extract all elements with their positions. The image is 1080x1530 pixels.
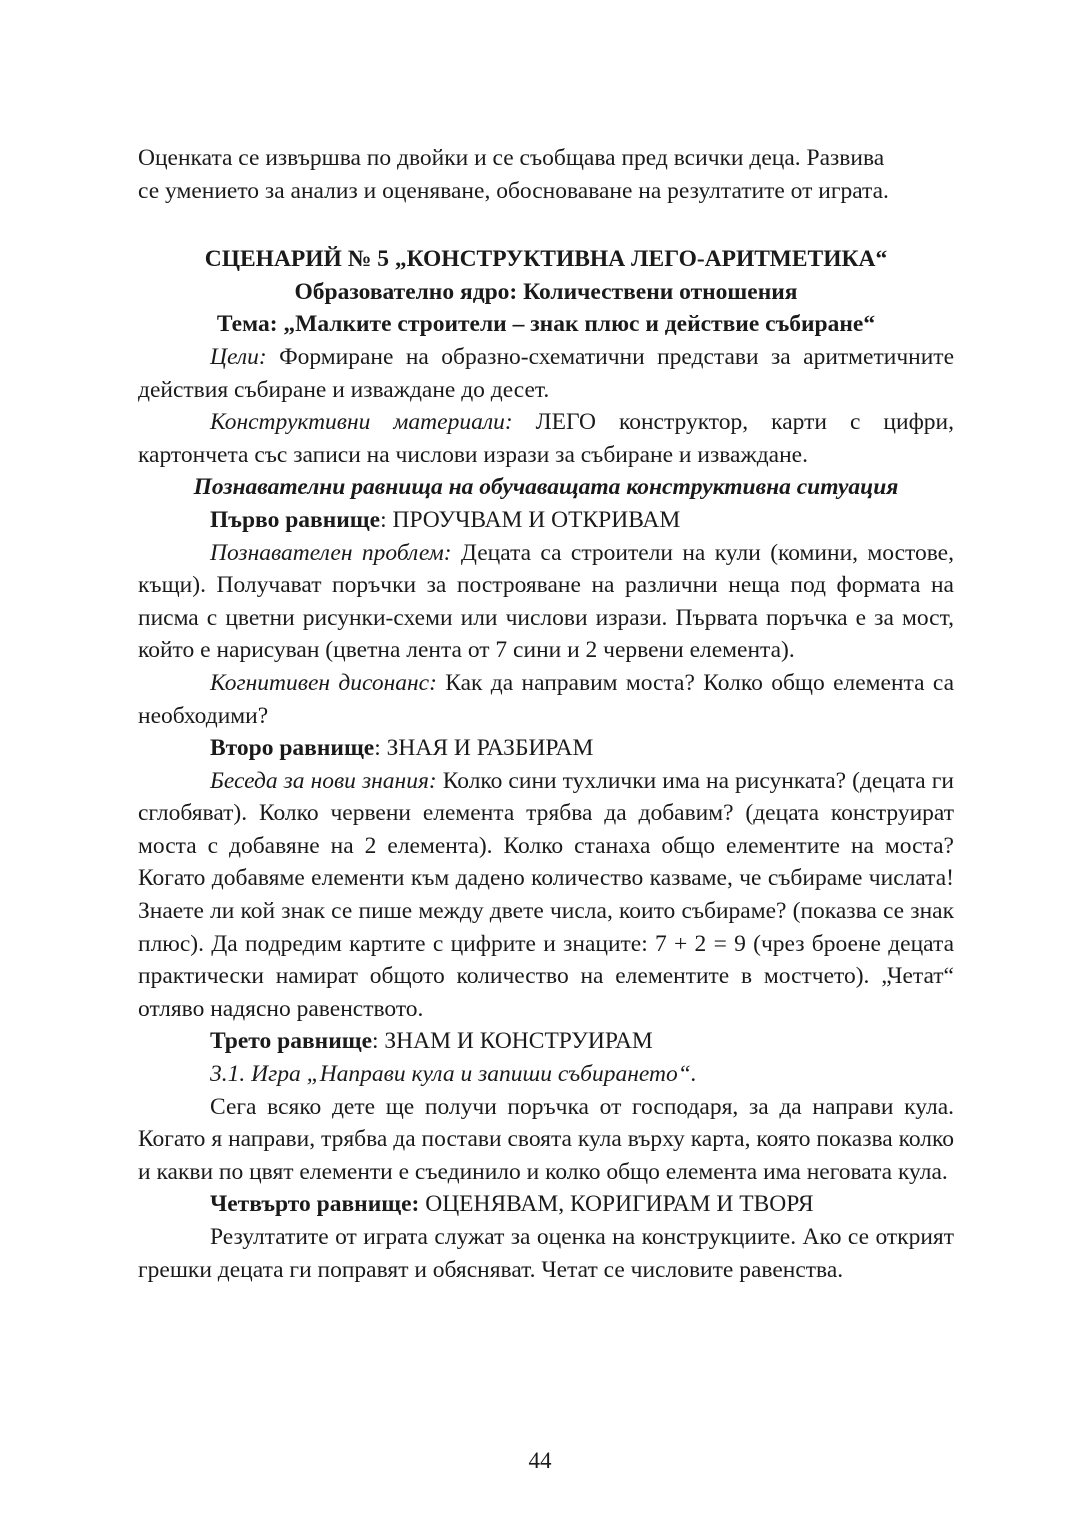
level-2-text: : ЗНАЯ И РАЗБИРАМ bbox=[374, 735, 594, 762]
goals-text: Формиране на образно-схематични представи за аритметичните действия събиране и изваждане до десет. bbox=[138, 343, 954, 403]
intro-line-1: Оценката се извършва по двойки и се съобщава пред всички деца. Развива bbox=[138, 145, 885, 171]
levels-section-title: Познавателни равнища на обучаващата конструктивна ситуация bbox=[193, 474, 899, 501]
dissonance-label: Когнитивен дисонанс: bbox=[210, 669, 437, 696]
level-2-label: Второ равнище bbox=[210, 735, 375, 762]
intro-line-2: се умението за анализ и оценяване, обосноваване на резултатите от играта. bbox=[138, 177, 889, 204]
problem-paragraph bbox=[138, 537, 954, 667]
talk-label: Беседа за нови знания: bbox=[210, 767, 437, 794]
talk-paragraph bbox=[138, 765, 954, 1026]
level-2-heading bbox=[138, 732, 954, 765]
level-4-text: ОЦЕНЯВАМ, КОРИГИРАМ И ТВОРЯ bbox=[419, 1191, 814, 1218]
goals-label: Цели: bbox=[210, 343, 267, 370]
level-1-label: Първо равнище bbox=[210, 506, 381, 533]
level-1-text: : ПРОУЧВАМ И ОТКРИВАМ bbox=[380, 506, 681, 533]
results-paragraph: Резултатите от играта служат за оценка на конструкциите. Ако се открият грешки децата ги поправят и обясняват. Четат се числовите равенства. bbox=[138, 1224, 954, 1283]
dissonance-text: Как да направим моста? Колко общо елемента са необходими? bbox=[138, 669, 954, 729]
level-3-heading bbox=[138, 1025, 954, 1058]
dissonance-paragraph bbox=[138, 667, 954, 732]
page-content bbox=[138, 142, 954, 1286]
level-1-heading bbox=[138, 504, 954, 537]
intro-paragraph bbox=[138, 142, 954, 207]
game-title-text: 3.1. Игра „Направи кула и запиши събирането“. bbox=[210, 1061, 697, 1088]
level-4-heading bbox=[138, 1188, 954, 1221]
page-number: 44 bbox=[528, 1448, 552, 1473]
game-paragraph: Сега всяко дете ще получи поръчка от господаря, за да направи кула. Когато я направи, трябва да постави своята кула върху карта, която показва колко и какви по цвят елементи е съединило и колко общо елемента има неговата кула. bbox=[138, 1093, 954, 1185]
materials-label: Конструктивни материали: bbox=[210, 409, 513, 436]
game-title bbox=[138, 1058, 954, 1091]
problem-text: Децата са строители на кули (комини, мостове, къщи). Получават поръчки за построяване на различни неща под формата на писма с цветни рисунки-схеми или числови изрази. Първата поръчка е за мост, който е нарисуван (цветна лента от 7 сини и 2 червени елемента). bbox=[138, 539, 954, 664]
level-4-label: Четвърто равнище: bbox=[210, 1191, 420, 1218]
theme-title: Тема: „Малките строители – знак плюс и действие събиране“ bbox=[216, 311, 876, 338]
level-3-label: Трето равнище bbox=[210, 1028, 372, 1055]
problem-label: Познавателен проблем: bbox=[210, 539, 452, 566]
materials-paragraph bbox=[138, 406, 954, 471]
educational-core: Образователно ядро: Количествени отношения bbox=[294, 278, 798, 305]
scenario-title: СЦЕНАРИЙ № 5 „КОНСТРУКТИВНА ЛЕГО-АРИТМЕТИКА“ bbox=[204, 246, 888, 273]
materials-text: ЛЕГО конструктор, карти с цифри, картончета със записи на числови изрази за събиране и изваждане. bbox=[138, 409, 954, 468]
goals-paragraph bbox=[138, 341, 954, 406]
scenario-heading bbox=[138, 243, 954, 341]
talk-text: Колко сини тухлички има на рисунката? (децата ги сглобяват). Колко червени елемента трябва да добавим? (децата конструират моста с добавяне на 2 елемента). Колко станаха общо елементите на моста? Когато добавяме елементи към дадено количество казваме, че събираме числата! Знаете ли кой знак се пише между двете числа, които събираме? (показва се знак плюс). Да подредим картите с цифрите и знаците: 7 + 2 = 9 (чрез броене децата практически намират общото количество на елементите в мостчето). „Четат“ отляво надясно равенството. bbox=[138, 767, 954, 1022]
level-3-text: : ЗНАМ И КОНСТРУИРАМ bbox=[372, 1028, 653, 1055]
